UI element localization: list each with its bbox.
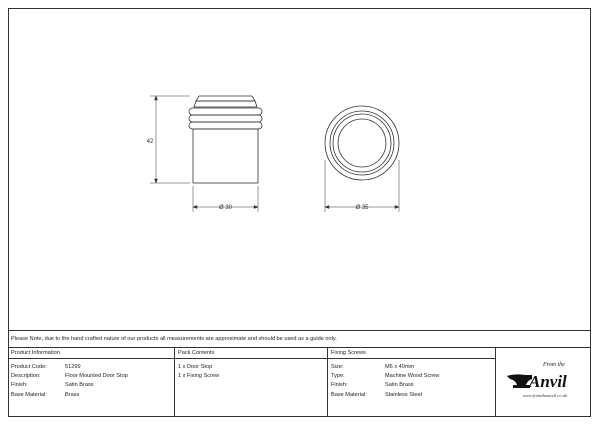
- product-information-panel: [8, 347, 175, 417]
- width-arrow-right: [254, 206, 258, 209]
- side-view-ring-2: [189, 115, 262, 122]
- product-code-value: 51299: [65, 364, 81, 370]
- diameter-dimension-label: Ø 35: [355, 205, 369, 211]
- pack-item: [175, 362, 327, 371]
- fixing-screw-row: [328, 362, 495, 371]
- pack-contents-panel: [175, 347, 328, 417]
- side-view-body: [193, 129, 258, 183]
- base-material-label: Base Material:: [11, 391, 47, 398]
- height-dimension-label: 42: [146, 139, 154, 145]
- pack-item-door-stop: 1 x Door Stop: [178, 364, 213, 370]
- width-arrow-left: [193, 206, 197, 209]
- top-view-outer-ring: [325, 106, 399, 180]
- screw-base-material-value: Stainless Steel: [385, 391, 423, 398]
- side-view-ring-3: [189, 122, 262, 129]
- side-view-top-step: [194, 101, 257, 107]
- fixing-screws-panel: [328, 347, 496, 417]
- side-view: [189, 96, 262, 183]
- product-info-row: [8, 390, 174, 399]
- screw-finish-label: Finish:: [331, 382, 348, 389]
- height-arrow-top: [155, 96, 158, 100]
- diameter-arrow-right: [395, 206, 399, 209]
- pack-contents-title: Pack Contents: [175, 348, 327, 359]
- description-label: Description:: [11, 373, 41, 380]
- pack-item-fixing-screw: 1 x Fixing Screw: [178, 373, 220, 380]
- from-the-anvil-logo: [505, 356, 585, 406]
- measurement-note: Please Note, due to the hand crafted nature of our products all measurements are approximate and should be used as a guide only.: [8, 330, 591, 347]
- top-view-second-ring: [330, 111, 394, 175]
- logo-from-the-text: From the: [543, 362, 565, 368]
- product-information-title: Product Information: [8, 348, 174, 359]
- top-view-third-ring: [333, 114, 391, 172]
- screw-size-label: Size:: [331, 364, 344, 370]
- fixing-screws-title: Fixing Screws: [328, 348, 495, 359]
- screw-size-value: M6 x 40mm: [385, 364, 415, 370]
- fixing-screw-row: [328, 380, 495, 389]
- diameter-arrow-left: [325, 206, 329, 209]
- width-dimension-label: Ø 30: [218, 205, 233, 211]
- product-info-row: [8, 371, 174, 380]
- product-info-row: [8, 362, 174, 371]
- logo-brand-text: Anvil: [529, 372, 567, 391]
- side-view-top-cap: [196, 96, 255, 101]
- fixing-screw-row: [328, 390, 495, 399]
- pack-item: [175, 371, 327, 380]
- height-arrow-bottom: [155, 179, 158, 183]
- finish-label: Finish:: [11, 382, 28, 389]
- fixing-screw-row: [328, 371, 495, 380]
- screw-type-value: Machine Wood Screw: [385, 373, 440, 380]
- description-value: Floor Mounted Door Stop: [65, 373, 128, 380]
- screw-base-material-label: Base Material:: [331, 391, 367, 398]
- finish-value: Satin Brass: [65, 382, 94, 389]
- screw-type-label: Type:: [331, 373, 345, 380]
- screw-finish-value: Satin Brass: [385, 382, 414, 389]
- product-info-row: [8, 380, 174, 389]
- base-material-value: Brass: [65, 391, 80, 398]
- product-code-label: Product Code:: [11, 364, 47, 370]
- logo-url-text: www.fromtheanvil.co.uk: [522, 393, 568, 398]
- top-view: [325, 106, 399, 180]
- height-dimension: [150, 96, 190, 183]
- top-view-inner-face: [338, 119, 386, 167]
- side-view-ring-1: [189, 108, 262, 115]
